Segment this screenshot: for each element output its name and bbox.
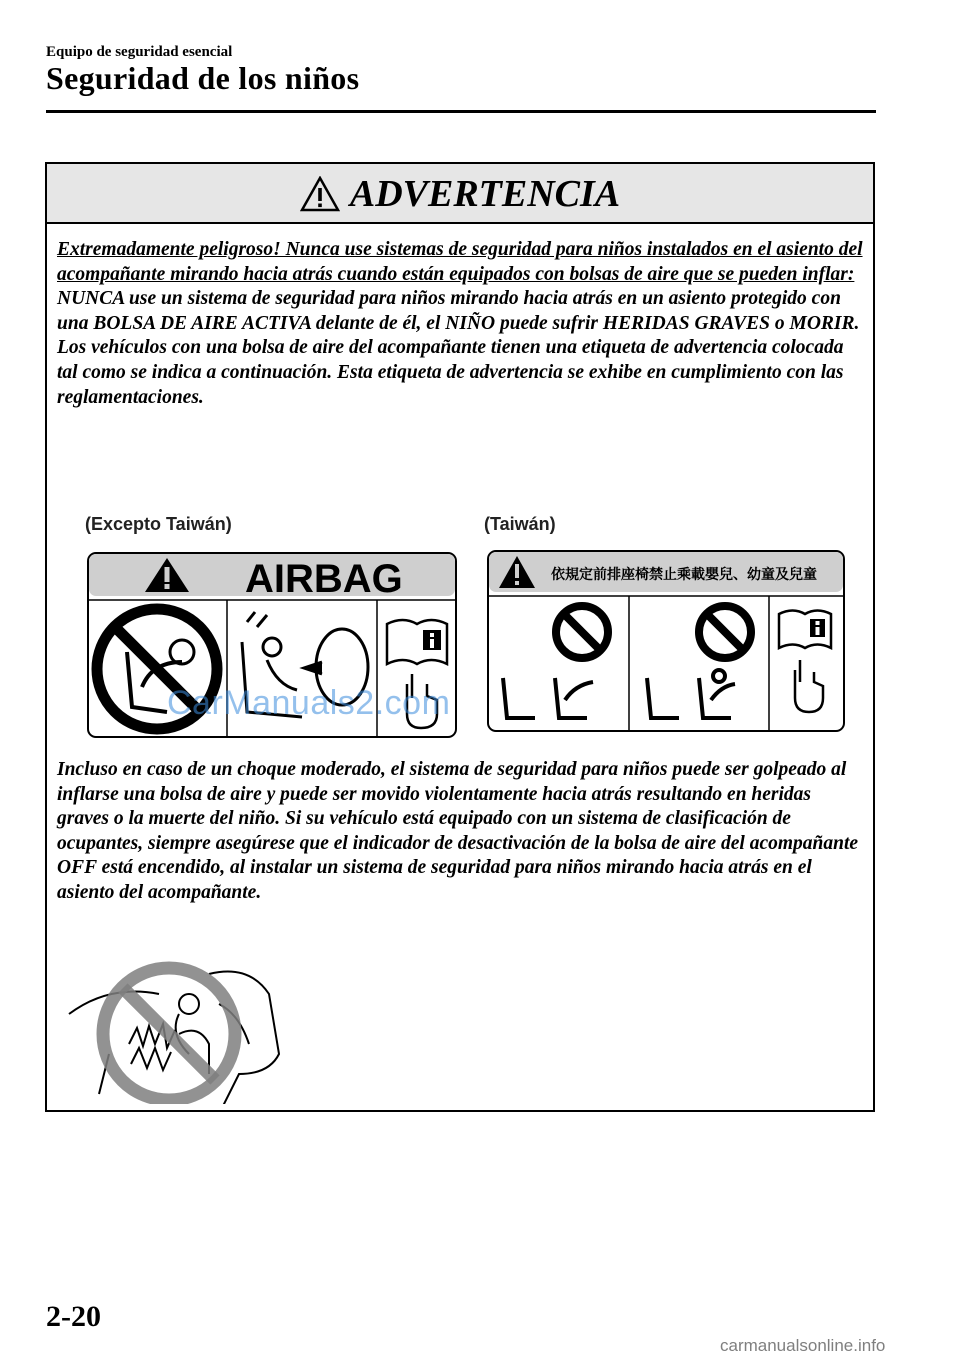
- label-caption-except-taiwan: (Excepto Taiwán): [85, 514, 232, 534]
- watermark: CarManuals2.com: [167, 684, 451, 722]
- taiwan-warning-text: 依規定前排座椅禁止乘載嬰兒、幼童及兒童: [551, 567, 817, 583]
- section-label: Equipo de seguridad esencial: [46, 44, 233, 60]
- warning-paragraph-2: Incluso en caso de un choque moderado, el sistema de seguridad para niños puede ser golpeado al inflarse una bolsa de aire y puede ser movido violentamente hacia atrás resultando en heridas graves o la muerte del niño. Si su vehículo está equipado con un sistema de clasificación de ocupantes, siempre asegúrese que el indicador de desactivación de la bolsa de aire del acompañante OFF está encendido, al instalar un sistema de seguridad para niños mirando hacia atrás en el asiento del acompañante.: [57, 759, 859, 903]
- page-title: Seguridad de los niños: [46, 60, 360, 96]
- title-rule: [46, 110, 876, 113]
- page-number: 2-20: [46, 1300, 101, 1333]
- airbag-text: AIRBAG: [245, 557, 403, 601]
- warning-triangle-icon: [300, 176, 340, 212]
- warning-never-text: NUNCA use un sistema de seguridad para niños mirando hacia atrás en un asiento protegido con una BOLSA DE AIRE ACTIVA delante de él, el NIÑO puede sufrir HERIDAS GRAVES o MORIR.: [57, 288, 860, 334]
- warning-lead-underlined: Extremadamente peligroso! Nunca use sistemas de seguridad para niños instalados en el asiento del acompañante mirando hacia atrás cuando están equipados con bolsas de aire que se pueden inflar:: [57, 239, 863, 285]
- warning-header: [47, 164, 873, 224]
- label-caption-taiwan: (Taiwán): [484, 514, 556, 534]
- taiwan-warning-label: [487, 550, 845, 732]
- prohibited-icon: [103, 968, 235, 1100]
- warning-paragraph-1: [57, 238, 867, 410]
- warning-label-text: Los vehículos con una bolsa de aire del acompañante tienen una etiqueta de advertencia colocada tal como se indica a continuación. Esta etiqueta de advertencia se exhibe en cumplimiento con las reglamentaciones.: [57, 337, 844, 408]
- prohibited-rear-facing-seat-illustration: [59, 944, 299, 1104]
- footer-site: carmanualsonline.info: [720, 1336, 886, 1355]
- warning-box: [45, 162, 875, 1112]
- warning-title: ADVERTENCIA: [349, 173, 621, 215]
